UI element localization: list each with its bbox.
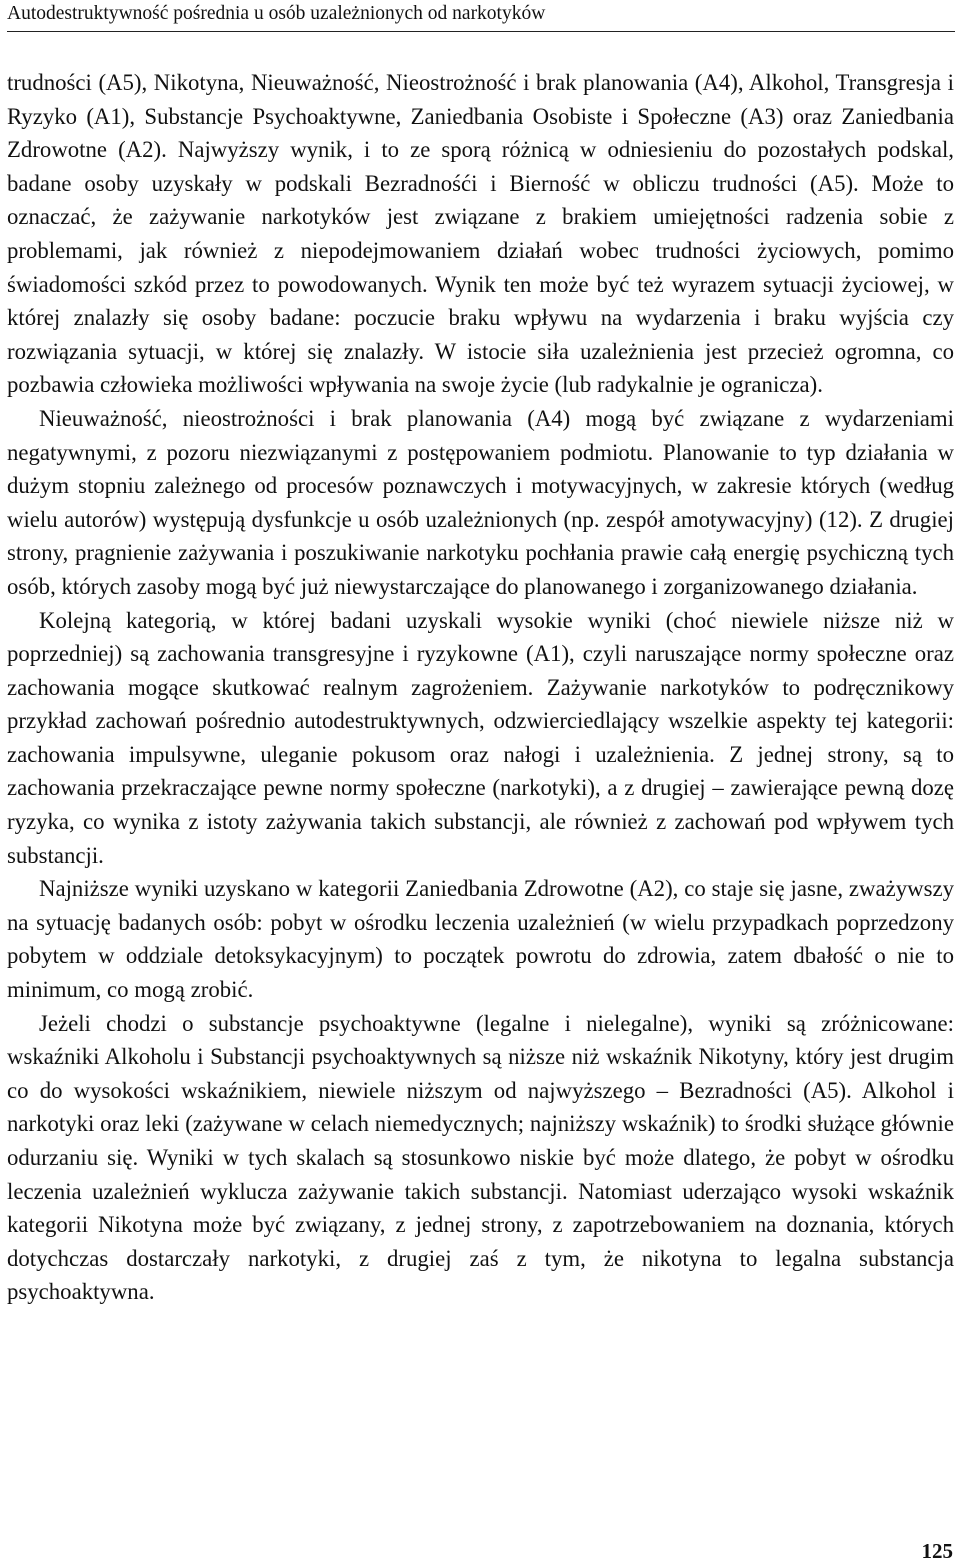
header-rule	[7, 31, 955, 32]
paragraph: trudności (A5), Nikotyna, Nieuważność, Nieostrożność i brak planowania (A4), Alkohol, Transgresja i Ryzyko (A1), Substancje Psychoaktywne, Zaniedbania Osobiste i Społeczne (A3) oraz Zaniedbania Zdrowotne (A2). Najwyższy wynik, i to ze sporą różnicą w odniesieniu do pozostałych podskal, badane osoby uzyskały w podskali Bezradnośći i Bierność w obliczu trudności (A5). Może to oznaczać, że zażywanie narkotyków jest związane z brakiem umiejętności radzenia sobie z problemami, jak również z niepodejmowaniem działań wobec trudności życiowych, pomimo świadomości szkód przez to powodowanych. Wynik ten może być też wyrazem sytuacji życiowej, w której znalazły się osoby badane: poczucie braku wpływu na wydarzenia i braku wyjścia czy rozwiązania sytuacji, w której się znalazły. W istocie siła uzależnienia jest przecież ogromna, co pozbawia człowieka możliwości wpływania na swoje życie (lub radykalnie je ogranicza).	[7, 70, 954, 398]
paragraph: Nieuważność, nieostrożności i brak planowania (A4) mogą być związane z wydarzeniami negatywnymi, z pozoru niezwiązanymi z postępowaniem podmiotu. Planowanie to typ działania w dużym stopniu zależnego od procesów poznawczych i motywacyjnych, w zakresie których (według wielu autorów) występują dysfunkcje u osób uzależnionych (np. zespół amotywacyjny) (12). Z drugiej strony, pragnienie zażywania i poszukiwanie narkotyku pochłania prawie całą energię psychiczną tych osób, których zasoby mogą być już niewystarczające do planowanego i zorganizowanego działania.	[7, 405, 954, 599]
paragraph: Kolejną kategorią, w której badani uzyskali wysokie wyniki (choć niewiele niższe niż w poprzedniej) są zachowania transgresyjne i ryzykowne (A1), czyli naruszające normy społeczne oraz zachowania mogące skutkować realnym zagrożeniem. Zażywanie narkotyków to podręcznikowy przykład zachowań pośrednio autodestruktywnych, odzwierciedlający wszelkie aspekty tej kategorii: zachowania impulsywne, uleganie pokusom oraz nałogi i uzależnienia. Z jednej strony, są to zachowania przekraczające pewne normy społeczne (narkotyki), a z drugiej – zawierające pewną dozę ryzyka, co wynika z istoty zażywania takich substancji, ale również z zachowań pod wpływem tych substancji.	[7, 607, 954, 868]
paragraph: Jeżeli chodzi o substancje psychoaktywne (legalne i nielegalne), wyniki są zróżnicowane: wskaźniki Alkoholu i Substancji psychoaktywnych są niższe niż wskaźnik Nikotyny, który jest drugim co do wysokości wskaźnikiem, niewiele niższym od najwyższego – Bezradności (A5). Alkohol i narkotyki oraz leki (zażywane w celach niemedycznych; najniższy wskaźnik) to środki służące głównie odurzaniu się. Wyniki w tych skalach są stosunkowo niskie być może dlatego, że pobyt w ośrodku leczenia uzależnień wyklucza zażywanie takich substancji. Natomiast uderzająco wysoki wskaźnik kategorii Nikotyna może być związany, z jednej strony, z zapotrzebowaniem na doznania, których dotychczas dostarczały narkotyki, z drugiej zaś z tym, że nikotyna to legalna substancja psychoaktywna.	[7, 1010, 954, 1305]
running-header: Autodestruktywność pośrednia u osób uzależnionych od narkotyków	[7, 3, 546, 24]
paragraph: Najniższe wyniki uzyskano w kategorii Zaniedbania Zdrowotne (A2), co staje się jasne, zważywszy na sytuację badanych osób: pobyt w ośrodku leczenia uzależnień (w wielu przypadkach poprzedzony pobytem w oddziale detoksykacyjnym) to początek powrotu do zdrowia, zatem dbałość o nie to minimum, co mogą zrobić.	[7, 876, 954, 1003]
body-text	[7, 66, 954, 1309]
page-number: 125	[921, 1539, 953, 1563]
